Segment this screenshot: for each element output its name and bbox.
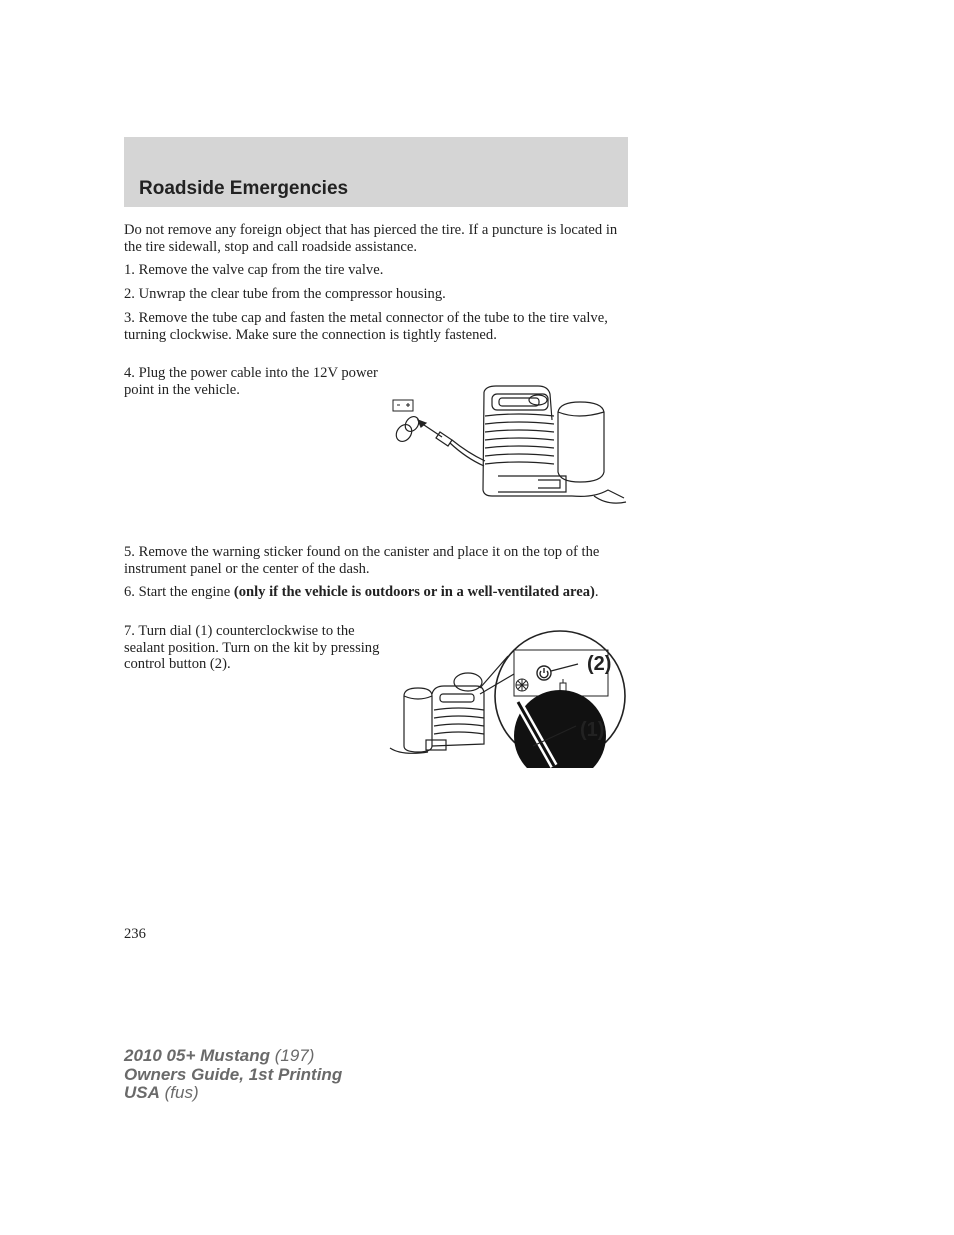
figure-plug-power-cable [388, 380, 628, 510]
footer-line-2: Owners Guide, 1st Printing [124, 1064, 343, 1084]
step-5: 5. Remove the warning sticker found on the canister and place it on the top of the instrument panel or the center of the dash. [124, 544, 600, 577]
step-1: 1. Remove the valve cap from the tire valve. [124, 262, 384, 278]
fan-icon [516, 679, 528, 691]
figure-dial-and-button [388, 628, 628, 768]
section-title: Roadside Emergencies [139, 178, 349, 199]
footer-line-3: USA (fus) [124, 1083, 199, 1102]
intro-paragraph: Do not remove any foreign object that has pierced the tire. If a puncture is located in the tire sidewall, stop and call roadside assistance. [124, 222, 618, 255]
step-3: 3. Remove the tube cap and fasten the metal connector of the tube to the tire valve, turning clockwise. Make sure the connection is tightly fastened. [124, 310, 608, 343]
step-6-prefix: 6. Start the engine [124, 584, 234, 600]
document-footer [124, 1047, 342, 1103]
power-button-icon [537, 664, 578, 680]
step-6 [124, 584, 630, 601]
step-2: 2. Unwrap the clear tube from the compressor housing. [124, 286, 446, 302]
step-4: 4. Plug the power cable into the 12V power point in the vehicle. [124, 365, 378, 398]
page-number: 236 [124, 926, 146, 942]
section-header [124, 137, 628, 207]
compressor-kit-illustration [390, 673, 484, 753]
battery-icon [393, 400, 413, 411]
footer-line-1: 2010 05+ Mustang (197) [124, 1046, 315, 1065]
step-7: 7. Turn dial (1) counterclockwise to the sealant position. Turn on the kit by pressing control button (2). [124, 623, 380, 673]
step-6-suffix: . [594, 584, 599, 600]
callout-dial-label: (1) [580, 719, 605, 741]
power-plug-icon [393, 414, 485, 466]
callout-button-label: (2) [587, 653, 612, 675]
compressor-kit-illustration [483, 386, 626, 503]
step-6-warning: (only if the vehicle is outdoors or in a well-ventilated area) [233, 584, 595, 600]
